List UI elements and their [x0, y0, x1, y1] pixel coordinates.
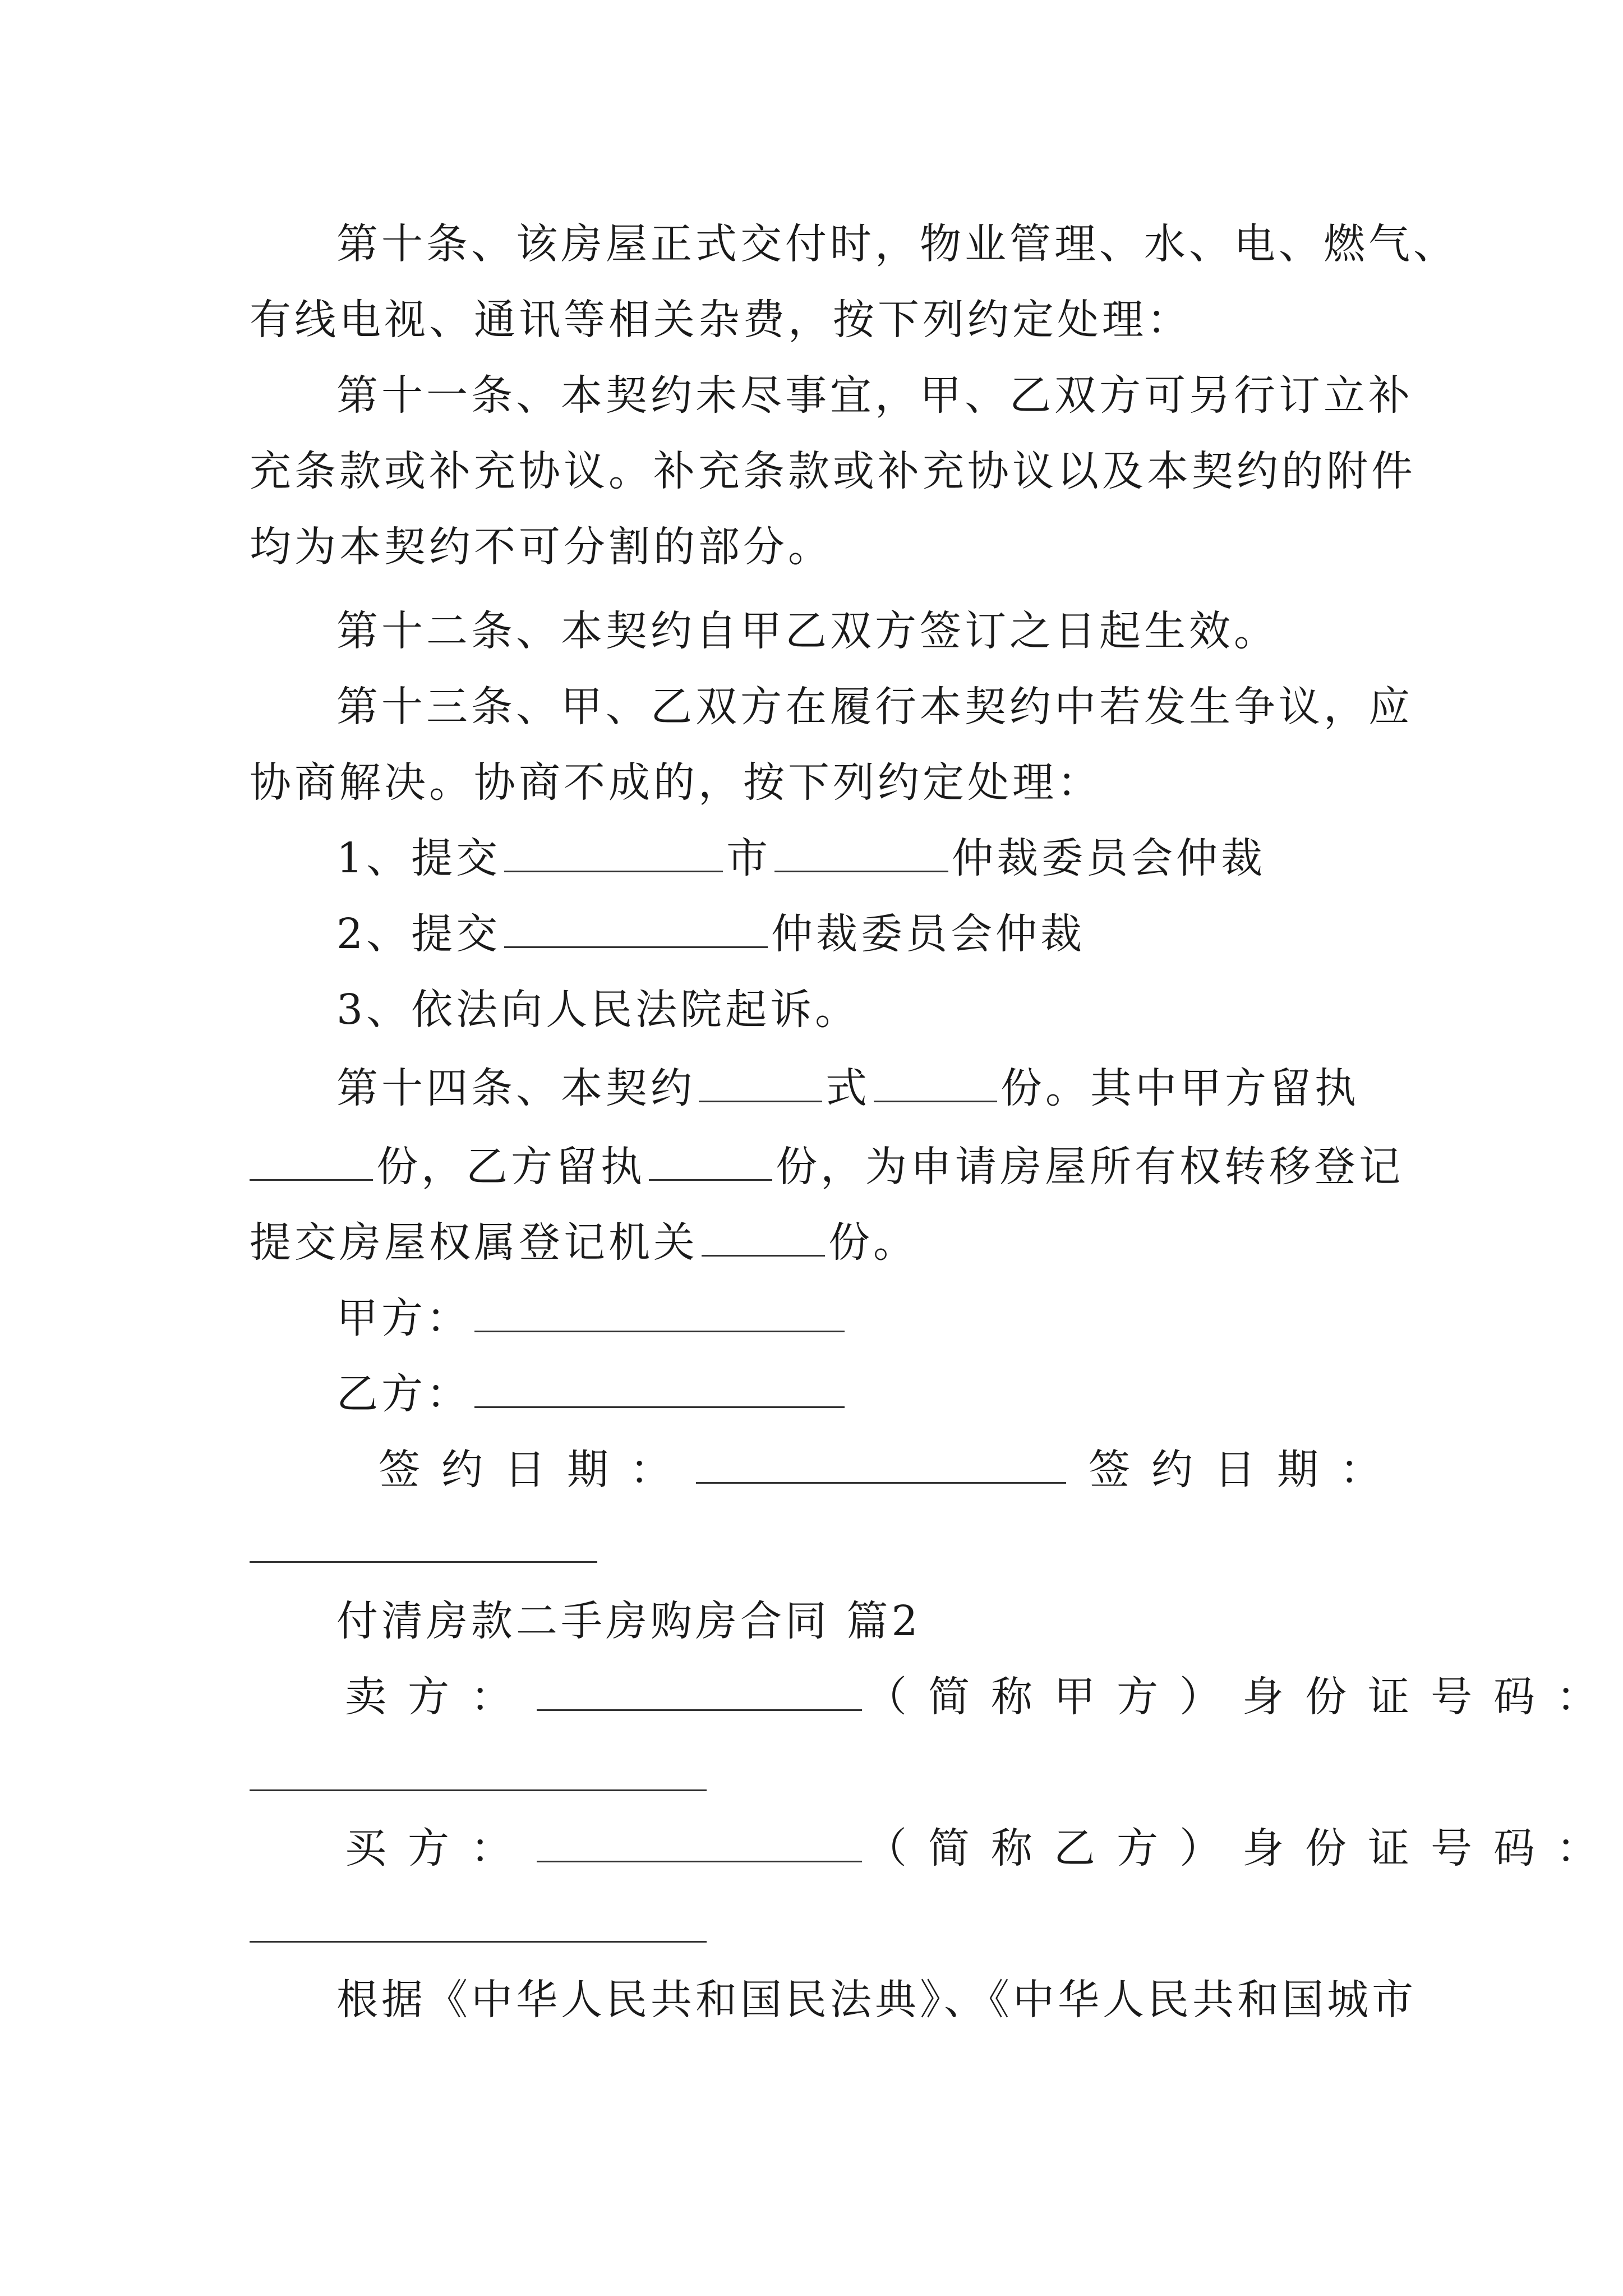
party-a-copies-blank[interactable]	[250, 1140, 373, 1181]
article-14-text-c: 份。其中甲方留执	[1000, 1064, 1359, 1112]
party-b-copies-blank[interactable]	[649, 1140, 772, 1181]
signing-date-label-2: 签约日期：	[1089, 1446, 1403, 1494]
article-11-line-3: 均为本契约不可分割的部分。	[250, 523, 833, 571]
party-b-signature-blank[interactable]	[474, 1367, 845, 1408]
buyer-name-blank[interactable]	[537, 1821, 862, 1862]
article-14-text-d: 份，乙方留执	[376, 1143, 645, 1191]
option-1-prefix: 1、提交	[336, 834, 501, 882]
seller-note: （简称甲方）身份证号码：	[865, 1673, 1619, 1721]
registry-copies-blank[interactable]	[702, 1216, 825, 1257]
section-2-title: 付清房款二手房购房合同 篇2	[336, 1597, 921, 1645]
commission-blank[interactable]	[504, 907, 768, 948]
city-blank[interactable]	[504, 831, 723, 872]
article-14-text-f: 提交房屋权属登记机关	[250, 1218, 698, 1267]
seller-id-blank[interactable]	[250, 1789, 707, 1791]
buyer-row	[345, 1820, 1619, 1876]
article-14-text-e: 份，为申请房屋所有权转移登记	[776, 1143, 1404, 1191]
legal-basis-line: 根据《中华人民共和国民法典》、《中华人民共和国城市	[336, 1976, 1417, 2024]
article-10-line-1: 第十条、该房屋正式交付时，物业管理、水、电、燃气、	[336, 220, 1458, 268]
article-14-text-a: 第十四条、本契约	[336, 1064, 695, 1112]
party-b-signature	[336, 1366, 848, 1422]
article-10-line-2: 有线电视、通讯等相关杂费，按下列约定处理：	[250, 296, 1192, 344]
article-14-text-b: 式	[826, 1064, 870, 1112]
seller-row	[345, 1669, 1619, 1725]
article-11-line-1: 第十一条、本契约未尽事宜，甲、乙双方可另行订立补	[336, 371, 1413, 420]
seller-name-blank[interactable]	[537, 1670, 862, 1711]
party-a-signature	[336, 1290, 848, 1346]
signing-date-row	[379, 1442, 1403, 1498]
article-11-line-2: 充条款或补充协议。补充条款或补充协议以及本契约的附件	[250, 447, 1416, 495]
option-1-suffix: 仲裁委员会仲裁	[952, 834, 1266, 882]
article-13-line-2: 协商解决。协商不成的，按下列约定处理：	[250, 758, 1102, 807]
arbitration-option-3: 3、依法向人民法院起诉。	[336, 986, 860, 1034]
option-1-mid: 市	[726, 834, 772, 882]
arbitration-option-2	[336, 906, 1085, 962]
copies-format-blank[interactable]	[699, 1061, 822, 1102]
signing-date-label-1: 签约日期：	[379, 1446, 693, 1494]
seller-label: 卖方：	[345, 1673, 533, 1721]
city-commission-blank[interactable]	[774, 831, 948, 872]
arbitration-option-1	[336, 830, 1266, 886]
article-14-line-2	[250, 1139, 1404, 1195]
buyer-note: （简称乙方）身份证号码：	[865, 1824, 1619, 1872]
signing-date-blank-2[interactable]	[250, 1561, 597, 1563]
signing-date-blank-1[interactable]	[696, 1443, 1066, 1484]
option-2-prefix: 2、提交	[336, 910, 501, 958]
copies-count-blank[interactable]	[874, 1061, 997, 1102]
buyer-id-blank[interactable]	[250, 1941, 707, 1943]
option-2-suffix: 仲裁委员会仲裁	[771, 910, 1086, 958]
buyer-label: 买方：	[345, 1824, 533, 1872]
article-13-line-1: 第十三条、甲、乙双方在履行本契约中若发生争议，应	[336, 683, 1413, 731]
article-14-line-3	[250, 1214, 918, 1271]
party-a-signature-blank[interactable]	[474, 1291, 845, 1332]
article-14-line-1	[336, 1060, 1359, 1116]
article-12-line-1: 第十二条、本契约自甲乙双方签订之日起生效。	[336, 607, 1279, 655]
article-14-text-g: 份。	[828, 1218, 918, 1267]
party-a-label: 甲方：	[336, 1294, 471, 1342]
party-b-label: 乙方：	[336, 1370, 471, 1418]
